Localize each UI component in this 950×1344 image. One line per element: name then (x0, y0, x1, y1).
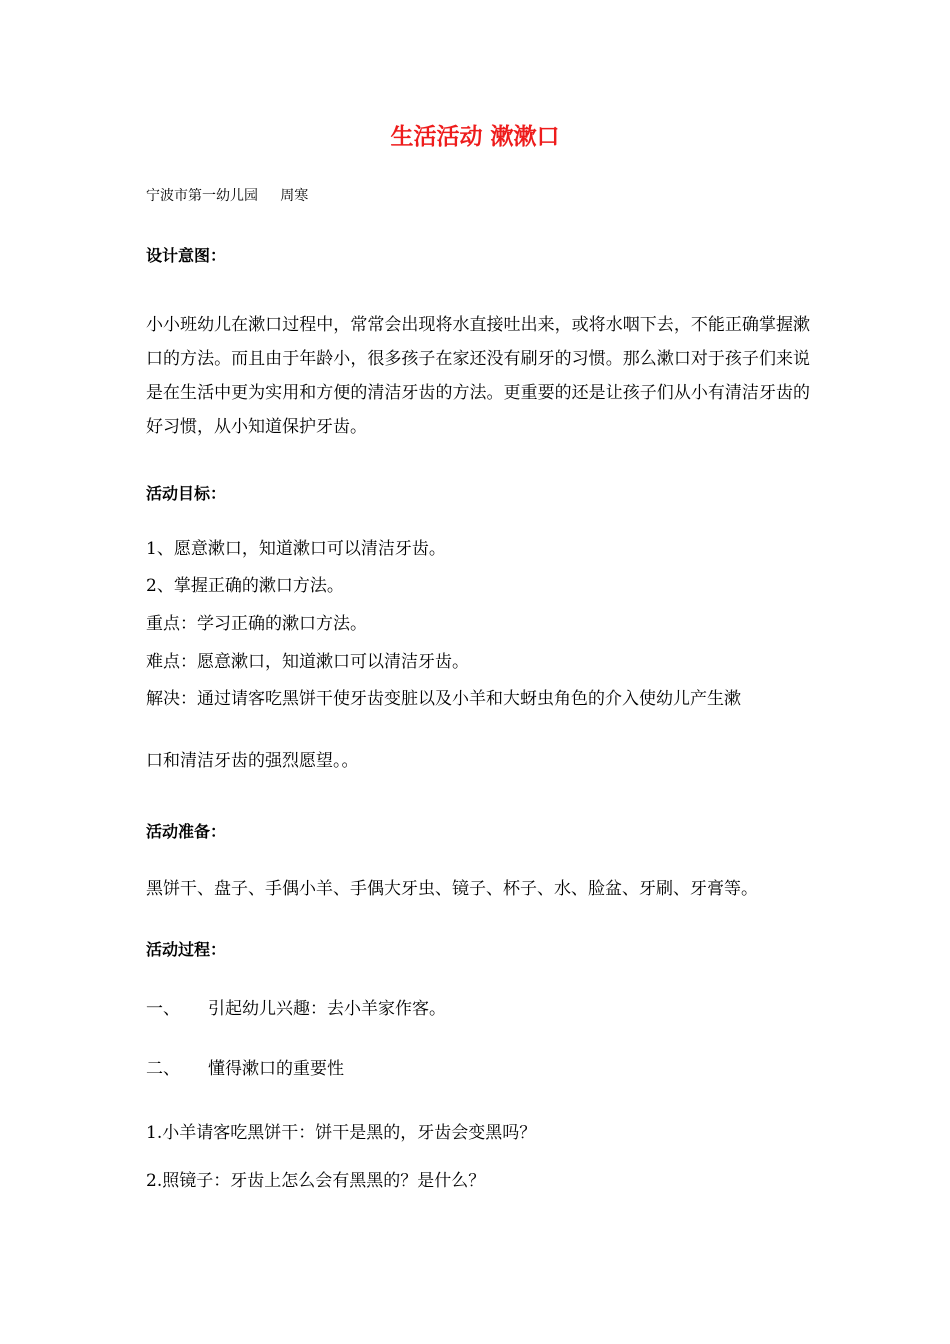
goal-key-point: 重点：学习正确的漱口方法。 (146, 614, 367, 634)
goal-item-2: 2、掌握正确的漱口方法。 (146, 576, 344, 596)
section-heading-prep: 活动准备： (146, 822, 227, 841)
section-heading-process: 活动过程： (146, 940, 227, 959)
author-byline: 宁波市第一幼儿园 周寒 (146, 188, 309, 204)
goal-item-1: 1、愿意漱口，知道漱口可以清洁牙齿。 (146, 539, 446, 559)
process-substep-1: 1.小羊请客吃黑饼干：饼干是黑的，牙齿会变黑吗？ (146, 1123, 537, 1143)
section-heading-intent: 设计意图： (146, 246, 227, 265)
prep-materials: 黑饼干、盘子、手偶小羊、手偶大牙虫、镜子、杯子、水、脸盆、牙刷、牙膏等。 (146, 879, 758, 899)
section-heading-goals: 活动目标： (146, 484, 227, 503)
goal-difficulty: 难点：愿意漱口，知道漱口可以清洁牙齿。 (146, 652, 469, 672)
process-substep-2: 2.照镜子：牙齿上怎么会有黑黑的？是什么？ (146, 1171, 486, 1191)
goal-solution-line-2: 口和清洁牙齿的强烈愿望。。 (146, 751, 359, 771)
document-title: 生活活动 漱漱口 (390, 124, 560, 150)
intent-paragraph: 小小班幼儿在漱口过程中，常常会出现将水直接吐出来，或将水咽下去，不能正确掌握漱口的方法。而且由于年龄小，很多孩子在家还没有刷牙的习惯。那么漱口对于孩子们来说是在生活中更为实用和方便的清洁牙齿的方法。更重要的还是让孩子们从小有清洁牙齿的好习惯，从小知道保护牙齿。 (146, 315, 810, 437)
step-text: 引起幼儿兴趣：去小羊家作客。 (208, 999, 446, 1019)
process-step-2 (146, 1056, 810, 1082)
step-text: 懂得漱口的重要性 (208, 1059, 344, 1079)
process-step-1 (146, 996, 810, 1022)
step-number: 一、 (146, 999, 180, 1019)
goal-solution-line-1: 解决：通过请客吃黑饼干使牙齿变脏以及小羊和大蚜虫角色的介入使幼儿产生漱 (146, 689, 741, 709)
step-number: 二、 (146, 1059, 180, 1079)
